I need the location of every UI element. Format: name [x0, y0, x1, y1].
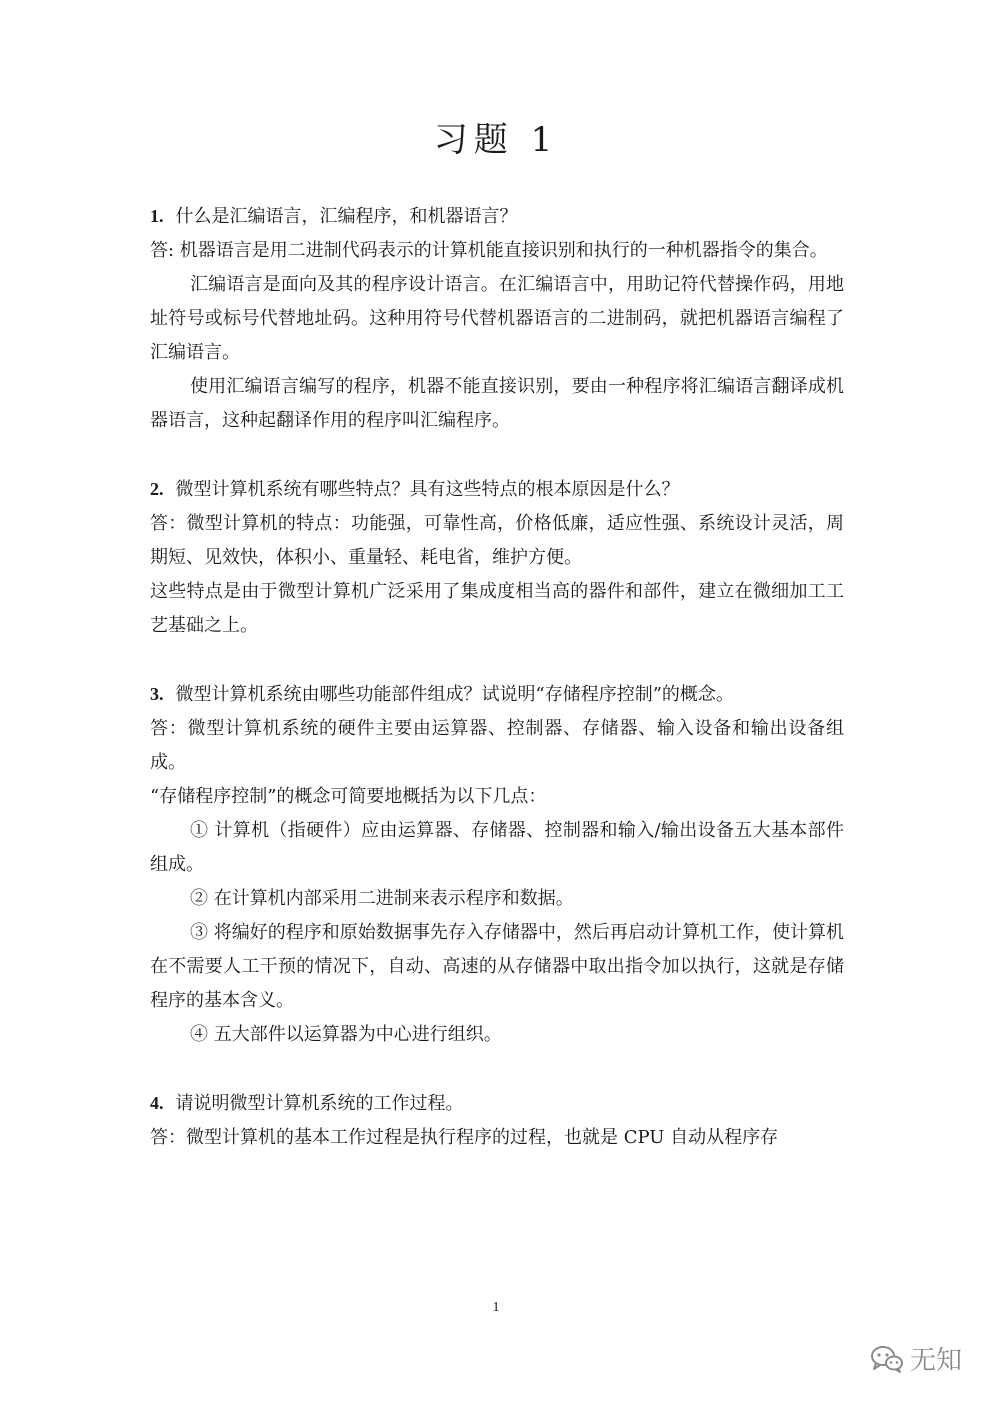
page-number: 1 — [492, 1300, 500, 1315]
question-number: 2. — [150, 479, 164, 499]
wechat-icon — [870, 1344, 904, 1374]
question-text: 3. 微型计算机系统由哪些功能部件组成？试说明“存储程序控制”的概念。 — [150, 684, 734, 705]
question-text: 2. 微型计算机系统有哪些特点？具有这些特点的根本原因是什么？ — [150, 479, 680, 500]
answer-paragraph: 使用汇编语言编写的程序，机器不能直接识别，要由一种程序将汇编语言翻译成机器语言，这种起翻译作用的程序叫汇编程序。 — [150, 376, 844, 431]
answer-line: 这些特点是由于微型计算机广泛采用了集成度相当高的器件和部件，建立在微细加工工艺基础之上。 — [150, 581, 844, 636]
question-number: 4. — [150, 1093, 164, 1113]
question-2 — [150, 472, 844, 643]
answer-line: 答：微型计算机的特点：功能强，可靠性高，价格低廉，适应性强、系统设计灵活，周期短、见效快，体积小、重量轻、耗电省，维护方便。 — [150, 513, 844, 568]
answer-point: ② 在计算机内部采用二进制来表示程序和数据。 — [190, 888, 574, 909]
answer-point: ① 计算机（指硬件）应由运算器、存储器、控制器和输入/输出设备五大基本部件组成。 — [150, 820, 844, 875]
document-body — [150, 199, 844, 1155]
answer-line: 答: 机器语言是用二进制代码表示的计算机能直接识别和执行的一种机器指令的集合。 — [150, 240, 828, 261]
watermark — [870, 1340, 962, 1377]
question-text: 1. 什么是汇编语言，汇编程序，和机器语言？ — [150, 206, 518, 227]
page-title: 习题 1 — [433, 120, 559, 160]
answer-paragraph: 汇编语言是面向及其的程序设计语言。在汇编语言中，用助记符代替操作码，用地址符号或标号代替地址码。这种用符号代替机器语言的二进制码，就把机器语言编程了汇编语言。 — [150, 274, 844, 363]
question-4 — [150, 1086, 844, 1155]
answer-line: 答：微型计算机的基本工作过程是执行程序的过程，也就是 CPU 自动从程序存 — [150, 1127, 779, 1148]
question-3 — [150, 677, 844, 1052]
answer-point: ③ 将编好的程序和原始数据事先存入存储器中，然后再启动计算机工作，使计算机在不需要人工干预的情况下，自动、高速的从存储器中取出指令加以执行，这就是存储程序的基本含义。 — [150, 922, 844, 1011]
answer-point: ④ 五大部件以运算器为中心进行组织。 — [190, 1024, 502, 1045]
question-text: 4. 请说明微型计算机系统的工作过程。 — [150, 1093, 464, 1114]
answer-line: 答：微型计算机系统的硬件主要由运算器、控制器、存储器、输入设备和输出设备组成。 — [150, 718, 844, 773]
answer-line: “存储程序控制”的概念可简要地概括为以下几点： — [150, 786, 547, 807]
question-number: 3. — [150, 684, 164, 704]
question-1 — [150, 199, 844, 438]
watermark-text: 无知 — [909, 1346, 962, 1376]
question-number: 1. — [150, 206, 164, 226]
